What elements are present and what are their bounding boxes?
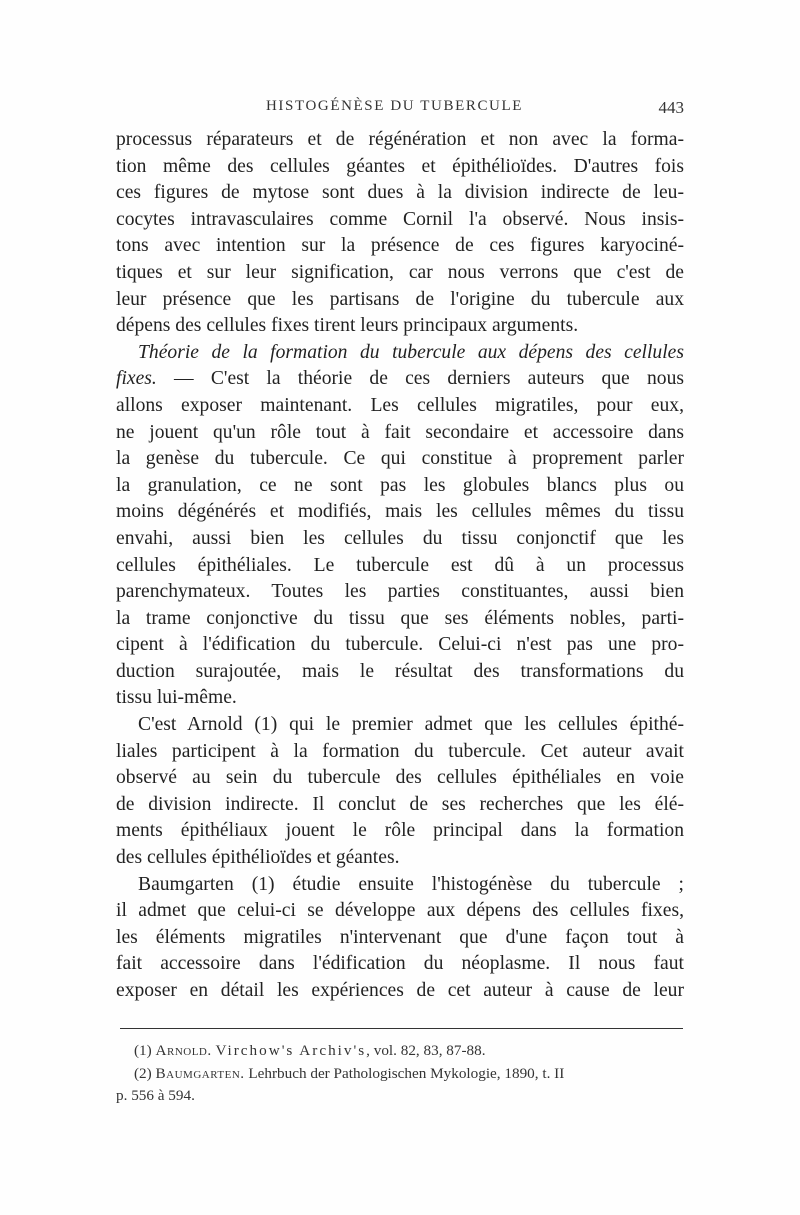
text-line: la granulation, ce ne sont pas les globules blancs plus ou — [116, 474, 684, 496]
text-line: de division indirecte. Il conclut de ses recherches que les élé- — [116, 793, 684, 815]
text-line: tiques et sur leur signification, car nous verrons que c'est de — [116, 261, 684, 283]
footnote-author: Arnold. — [155, 1042, 212, 1059]
text-line: parenchymateux. Toutes les parties constituantes, aussi bien — [116, 581, 684, 603]
text-line: duction surajoutée, mais le résultat des transformations du — [116, 660, 684, 682]
text-line: la trame conjonctive du tissu que ses éléments nobles, parti- — [116, 607, 684, 629]
text-line: ments épithéliaux jouent le rôle principal dans la formation — [116, 820, 684, 842]
section-heading-text: — C'est la théorie de ces derniers auteurs que nous — [156, 368, 684, 390]
text-line: processus réparateurs et de régénération et non avec la forma- — [116, 129, 684, 150]
text-line: cellules épithéliales. Le tubercule est dû à un processus — [116, 554, 684, 576]
text-line: la genèse du tubercule. Ce qui constitue à proprement parler — [116, 448, 684, 470]
section-heading-continued — [116, 366, 684, 393]
text-line: tons avec intention sur la présence de ces figures karyociné- — [116, 235, 684, 257]
text-line: leur présence que les partisans de l'origine du tubercule aux — [116, 288, 684, 310]
footnote-author: Baumgarten. — [155, 1064, 245, 1082]
section-heading: Théorie de la formation du tubercule aux dépens des cellules — [138, 341, 684, 363]
text-line: tissu lui-même. — [116, 687, 237, 709]
text-line: C'est Arnold (1) qui le premier admet que les cellules épithé- — [138, 714, 684, 736]
page-number: 443 — [658, 98, 684, 117]
text-line: envahi, aussi bien les cellules du tissu conjonctif que les — [116, 527, 684, 549]
text-line: les éléments migratiles n'intervenant que d'une façon tout à — [116, 926, 684, 948]
footnote-1 — [116, 1040, 684, 1063]
text-line: ne jouent qu'un rôle tout à fait secondaire et accessoire dans — [116, 421, 684, 443]
footnote-divider — [120, 1028, 683, 1029]
text-line: des cellules épithélioïdes et géantes. — [116, 847, 400, 869]
text-line: exposer en détail les expériences de cet auteur à cause de leur — [116, 980, 684, 1001]
footnote-2-continued: p. 556 à 594. — [116, 1087, 195, 1104]
page-header — [116, 98, 686, 124]
footnote-marker: (2) — [134, 1064, 152, 1082]
footnote-reference: , vol. 82, 83, 87-88. — [366, 1042, 486, 1059]
text-line: moins dégénérés et modifiés, mais les cellules mêmes du tissu — [116, 501, 684, 523]
text-line: fait accessoire dans l'édification du néoplasme. Il nous faut — [116, 953, 684, 975]
text-line: cocytes intravasculaires comme Cornil l'a observé. Nous insis- — [116, 208, 684, 230]
text-line: il admet que celui-ci se développe aux dépens des cellules fixes, — [116, 900, 684, 922]
text-line: liales participent à la formation du tubercule. Cet auteur avait — [116, 740, 684, 762]
footnote-journal: Virchow's Archiv's — [215, 1042, 367, 1059]
footnote-2 — [116, 1063, 684, 1086]
running-head: HISTOGÉNÈSE DU TUBERCULE — [266, 98, 524, 114]
section-heading-italic: fixes. — [116, 368, 157, 390]
footnote-reference: Lehrbuch der Pathologischen Mykologie, 1890, t. II — [244, 1064, 565, 1082]
footnotes — [116, 1040, 684, 1108]
text-line: cipent à l'édification du tubercule. Celui-ci n'est pas une pro- — [116, 634, 684, 656]
text-line: tion même des cellules géantes et épithélioïdes. D'autres fois — [116, 155, 684, 177]
text-line: dépens des cellules fixes tirent leurs principaux arguments. — [116, 315, 579, 337]
footnote-marker: (1) — [134, 1042, 152, 1059]
text-line: Baumgarten (1) étudie ensuite l'histogénèse du tubercule ; — [138, 873, 684, 895]
body-text — [116, 127, 684, 1005]
text-line: observé au sein du tubercule des cellules épithéliales en voie — [116, 767, 684, 789]
text-line: ces figures de mytose sont dues à la division indirecte de leu- — [116, 182, 684, 204]
text-line: allons exposer maintenant. Les cellules migratiles, pour eux, — [116, 394, 684, 416]
